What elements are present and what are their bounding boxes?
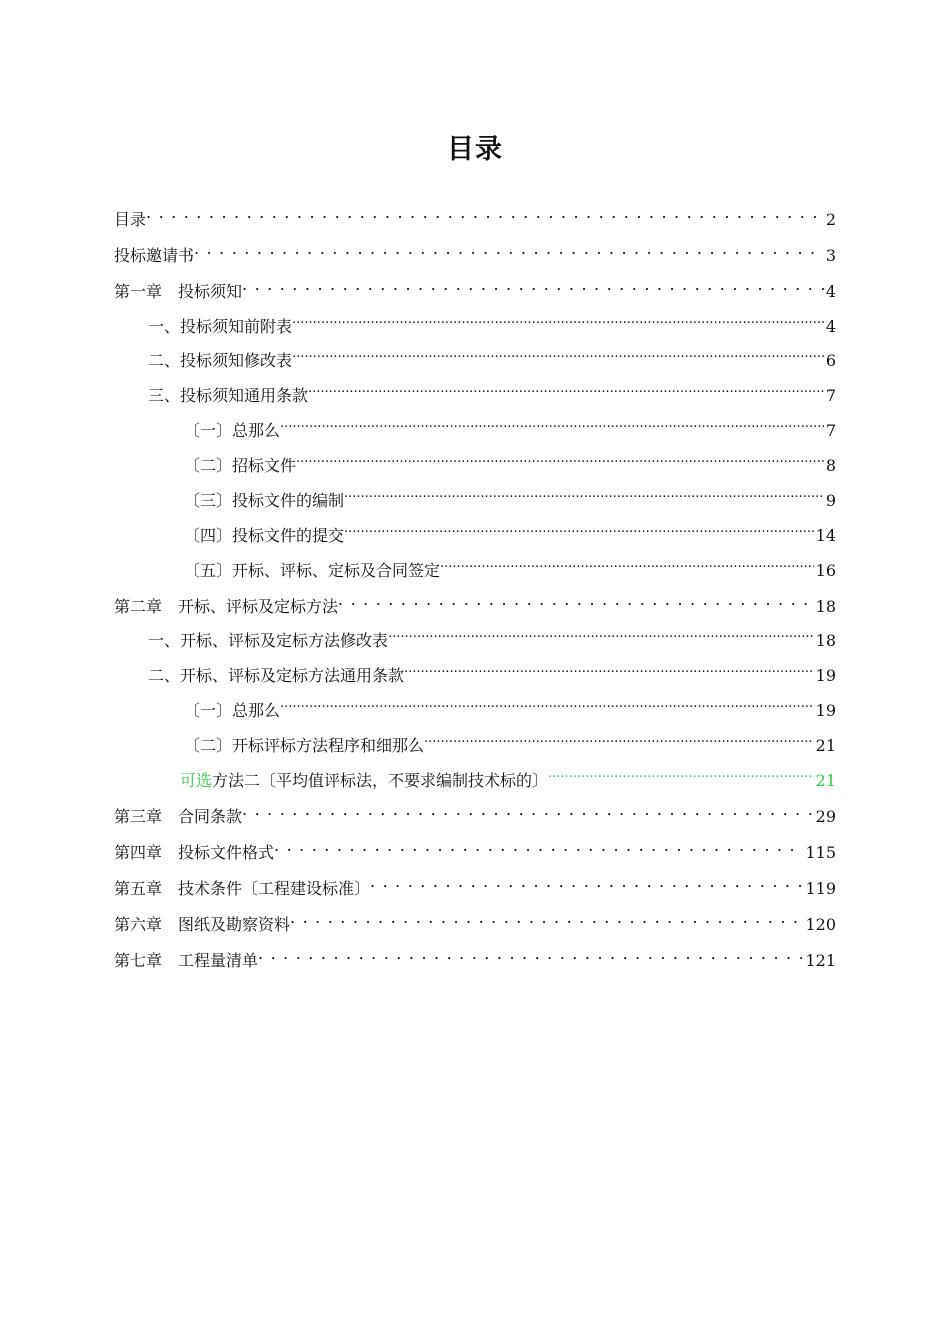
toc-entry-page: 19 xyxy=(815,666,836,685)
toc-entry-page: 4 xyxy=(825,317,836,336)
dot-leader xyxy=(280,692,814,716)
toc-entry-page: 14 xyxy=(815,526,836,545)
dot-leader xyxy=(258,942,803,966)
dot-leader xyxy=(404,657,814,681)
toc-entry-label: 第四章 投标文件格式 xyxy=(114,843,275,862)
dot-leader xyxy=(290,906,803,930)
toc-entry-label: 二、投标须知修改表 xyxy=(148,351,293,370)
dot-leader xyxy=(338,588,814,612)
toc-entry-page: 115 xyxy=(805,843,836,862)
dot-leader xyxy=(146,201,824,225)
toc-entry[interactable] xyxy=(114,237,836,265)
toc-entry-label: 一、投标须知前附表 xyxy=(148,317,293,336)
toc-entry-label: 〔二〕招标文件 xyxy=(184,456,297,475)
dot-leader xyxy=(388,622,814,646)
toc-entry[interactable] xyxy=(148,308,836,336)
toc-entry-page: 7 xyxy=(825,421,836,440)
toc-entry-label: 〔二〕开标评标方法程序和细那么 xyxy=(184,736,425,755)
toc-entry-label: 一、开标、评标及定标方法修改表 xyxy=(148,631,389,650)
toc-entry-label: 〔四〕投标文件的提交 xyxy=(184,526,345,545)
toc-entry[interactable] xyxy=(114,906,836,934)
toc-entry-page: 119 xyxy=(805,879,836,898)
toc-entry-label: 二、开标、评标及定标方法通用条款 xyxy=(148,666,405,685)
toc-entry[interactable] xyxy=(184,517,836,545)
toc-entry-page: 8 xyxy=(825,456,836,475)
toc-entry-label: 目录 xyxy=(114,210,147,229)
toc-entry-label: 第六章 图纸及勘察资料 xyxy=(114,915,291,934)
toc-entry-optional[interactable] xyxy=(180,762,836,790)
toc-entry[interactable] xyxy=(184,692,836,720)
toc-entry[interactable] xyxy=(114,834,836,862)
toc-entry-page: 21 xyxy=(815,736,836,755)
toc-entry[interactable] xyxy=(114,588,836,616)
toc-entry-label xyxy=(180,769,548,793)
toc-entry-page: 29 xyxy=(815,807,836,826)
dot-leader xyxy=(370,870,803,894)
dot-leader xyxy=(344,517,814,541)
toc-entry-label: 投标邀请书 xyxy=(114,246,195,265)
dot-leader xyxy=(296,447,824,471)
toc-entry[interactable] xyxy=(184,727,836,755)
toc-entry[interactable] xyxy=(148,377,836,405)
toc-entry-page: 18 xyxy=(815,597,836,616)
dot-leader xyxy=(280,412,824,436)
toc-entry[interactable] xyxy=(184,482,836,510)
dot-leader xyxy=(292,342,824,366)
toc-entry-label: 第三章 合同条款 xyxy=(114,807,243,826)
dot-leader xyxy=(548,762,814,786)
toc-entry[interactable] xyxy=(184,552,836,580)
toc-entry-label-text: 方法二〔平均值评标法，不要求编制技术标的〕 xyxy=(212,771,549,790)
toc-entry-page: 6 xyxy=(825,351,836,370)
dot-leader xyxy=(194,237,824,261)
toc-entry-label: 〔一〕总那么 xyxy=(184,421,281,440)
toc-entry-page: 21 xyxy=(815,771,836,790)
toc-entry[interactable] xyxy=(114,273,836,301)
dot-leader xyxy=(424,727,814,751)
toc-entry-page: 9 xyxy=(825,491,836,510)
toc-entry[interactable] xyxy=(184,447,836,475)
toc-entry[interactable] xyxy=(114,870,836,898)
dot-leader xyxy=(308,377,824,401)
toc-entry-label: 第一章 投标须知 xyxy=(114,282,243,301)
toc-entry[interactable] xyxy=(148,657,836,685)
toc-entry[interactable] xyxy=(114,201,836,229)
toc-entry-label: 第五章 技术条件〔工程建设标准〕 xyxy=(114,879,371,898)
dot-leader xyxy=(292,308,824,332)
toc-entry-page: 120 xyxy=(805,915,836,934)
dot-leader xyxy=(242,798,814,822)
toc-entry-page: 18 xyxy=(815,631,836,650)
toc-entry-page: 3 xyxy=(825,246,836,265)
toc-entry-label: 第七章 工程量清单 xyxy=(114,951,259,970)
toc-entry[interactable] xyxy=(148,622,836,650)
toc-entry-label: 〔五〕开标、评标、定标及合同签定 xyxy=(184,561,441,580)
optional-marker: 可选 xyxy=(180,771,213,790)
toc-entry[interactable] xyxy=(184,412,836,440)
toc-entry-page: 16 xyxy=(815,561,836,580)
toc-entry-label: 〔一〕总那么 xyxy=(184,701,281,720)
toc-entry[interactable] xyxy=(148,342,836,370)
dot-leader xyxy=(242,273,824,297)
toc-entry-page: 121 xyxy=(805,951,836,970)
page-title: 目录 xyxy=(447,134,503,165)
dot-leader xyxy=(274,834,803,858)
toc-entry-label: 第二章 开标、评标及定标方法 xyxy=(114,597,339,616)
toc-entry-page: 7 xyxy=(825,386,836,405)
toc-entry-label: 三、投标须知通用条款 xyxy=(148,386,309,405)
toc-entry[interactable] xyxy=(114,798,836,826)
dot-leader xyxy=(440,552,814,576)
toc-entry-page: 19 xyxy=(815,701,836,720)
dot-leader xyxy=(344,482,824,506)
toc-entry-label: 〔三〕投标文件的编制 xyxy=(184,491,345,510)
toc-entry[interactable] xyxy=(114,942,836,970)
toc-entry-page: 2 xyxy=(825,210,836,229)
toc-entry-page: 4 xyxy=(825,282,836,301)
